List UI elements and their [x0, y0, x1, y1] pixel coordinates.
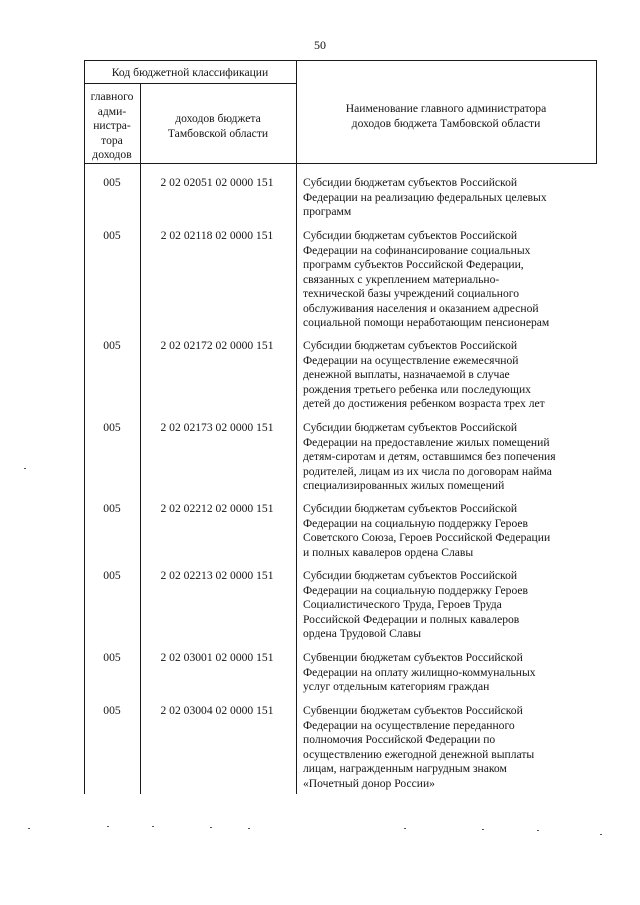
admin-code: 005: [103, 176, 121, 189]
admin-code: 005: [103, 651, 121, 664]
group-header-divider: [84, 83, 296, 84]
header-col-name: Наименование главного администратора доходов бюджета Тамбовской области: [345, 102, 547, 130]
income-code: 2 02 02212 02 0000 151: [160, 502, 274, 515]
admin-code: 005: [103, 229, 121, 242]
income-name: Субсидии бюджетам субъектов Российской Федерации на осуществление ежемесячной денежной выплаты, назначаемой в случае рождения третьего ребенка или последующих детей до достижения ребенком возраста трех лет: [303, 339, 545, 410]
income-code: 2 02 02172 02 0000 151: [160, 339, 274, 352]
income-name: Субсидии бюджетам субъектов Российской Федерации на социальную поддержку Героев Социалистического Труда, Героев Труда Российской Федерации и полных кавалеров ордена Трудовой Славы: [303, 569, 529, 640]
income-name: Субвенции бюджетам субъектов Российской Федерации на оплату жилищно-коммунальных услуг отдельным категориям граждан: [303, 651, 536, 693]
header-group-title: Код бюджетной классификации: [111, 66, 269, 79]
admin-code: 005: [103, 704, 121, 717]
income-name: Субсидии бюджетам субъектов Российской Федерации на социальную поддержку Героев Советского Союза, Героев Российской Федерации и полных кавалеров ордена Славы: [303, 502, 551, 559]
header-col-income: доходов бюджета Тамбовской области: [167, 112, 269, 140]
income-name: Субвенции бюджетам субъектов Российской Федерации на осуществление переданного полномочия Российской Федерации по осуществлению ежегодной денежной выплаты лицам, награжденным нагрудным знаком «Почетный донор России»: [303, 704, 535, 790]
admin-code: 005: [103, 569, 121, 582]
page-number: 50: [314, 38, 326, 52]
table-top-border: [84, 60, 596, 61]
table-right-border: [596, 60, 597, 164]
column-divider-admin: [140, 83, 141, 794]
admin-code: 005: [103, 421, 121, 434]
income-name: Субсидии бюджетам субъектов Российской Федерации на предоставление жилых помещений детям-сиротам и детям, оставшимся без попечения родителей, лицам из их числа по договорам найма специализированных жилых помещений: [303, 421, 556, 492]
admin-code: 005: [103, 339, 121, 352]
income-code: 2 02 03004 02 0000 151: [160, 704, 274, 717]
header-bottom-border: [84, 163, 596, 164]
income-name: Субсидии бюджетам субъектов Российской Федерации на софинансирование социальных программ субъектов Российской Федерации, связанных с укреплением материально- технической базы учреждений социального обслуживания населения и оказанием адресной социальной помощи неработающим пенсионерам: [303, 229, 550, 329]
income-code: 2 02 02051 02 0000 151: [160, 176, 274, 189]
column-divider-name: [296, 60, 297, 794]
income-name: Субсидии бюджетам субъектов Российской Федерации на реализацию федеральных целевых программ: [303, 176, 547, 218]
income-code: 2 02 02118 02 0000 151: [160, 229, 274, 242]
table-left-border: [84, 60, 85, 794]
admin-code: 005: [103, 502, 121, 515]
income-code: 2 02 03001 02 0000 151: [160, 651, 274, 664]
income-code: 2 02 02213 02 0000 151: [160, 569, 274, 582]
income-code: 2 02 02173 02 0000 151: [160, 421, 274, 434]
header-col-admin: главного адми- нистра- тора доходов: [90, 90, 134, 162]
